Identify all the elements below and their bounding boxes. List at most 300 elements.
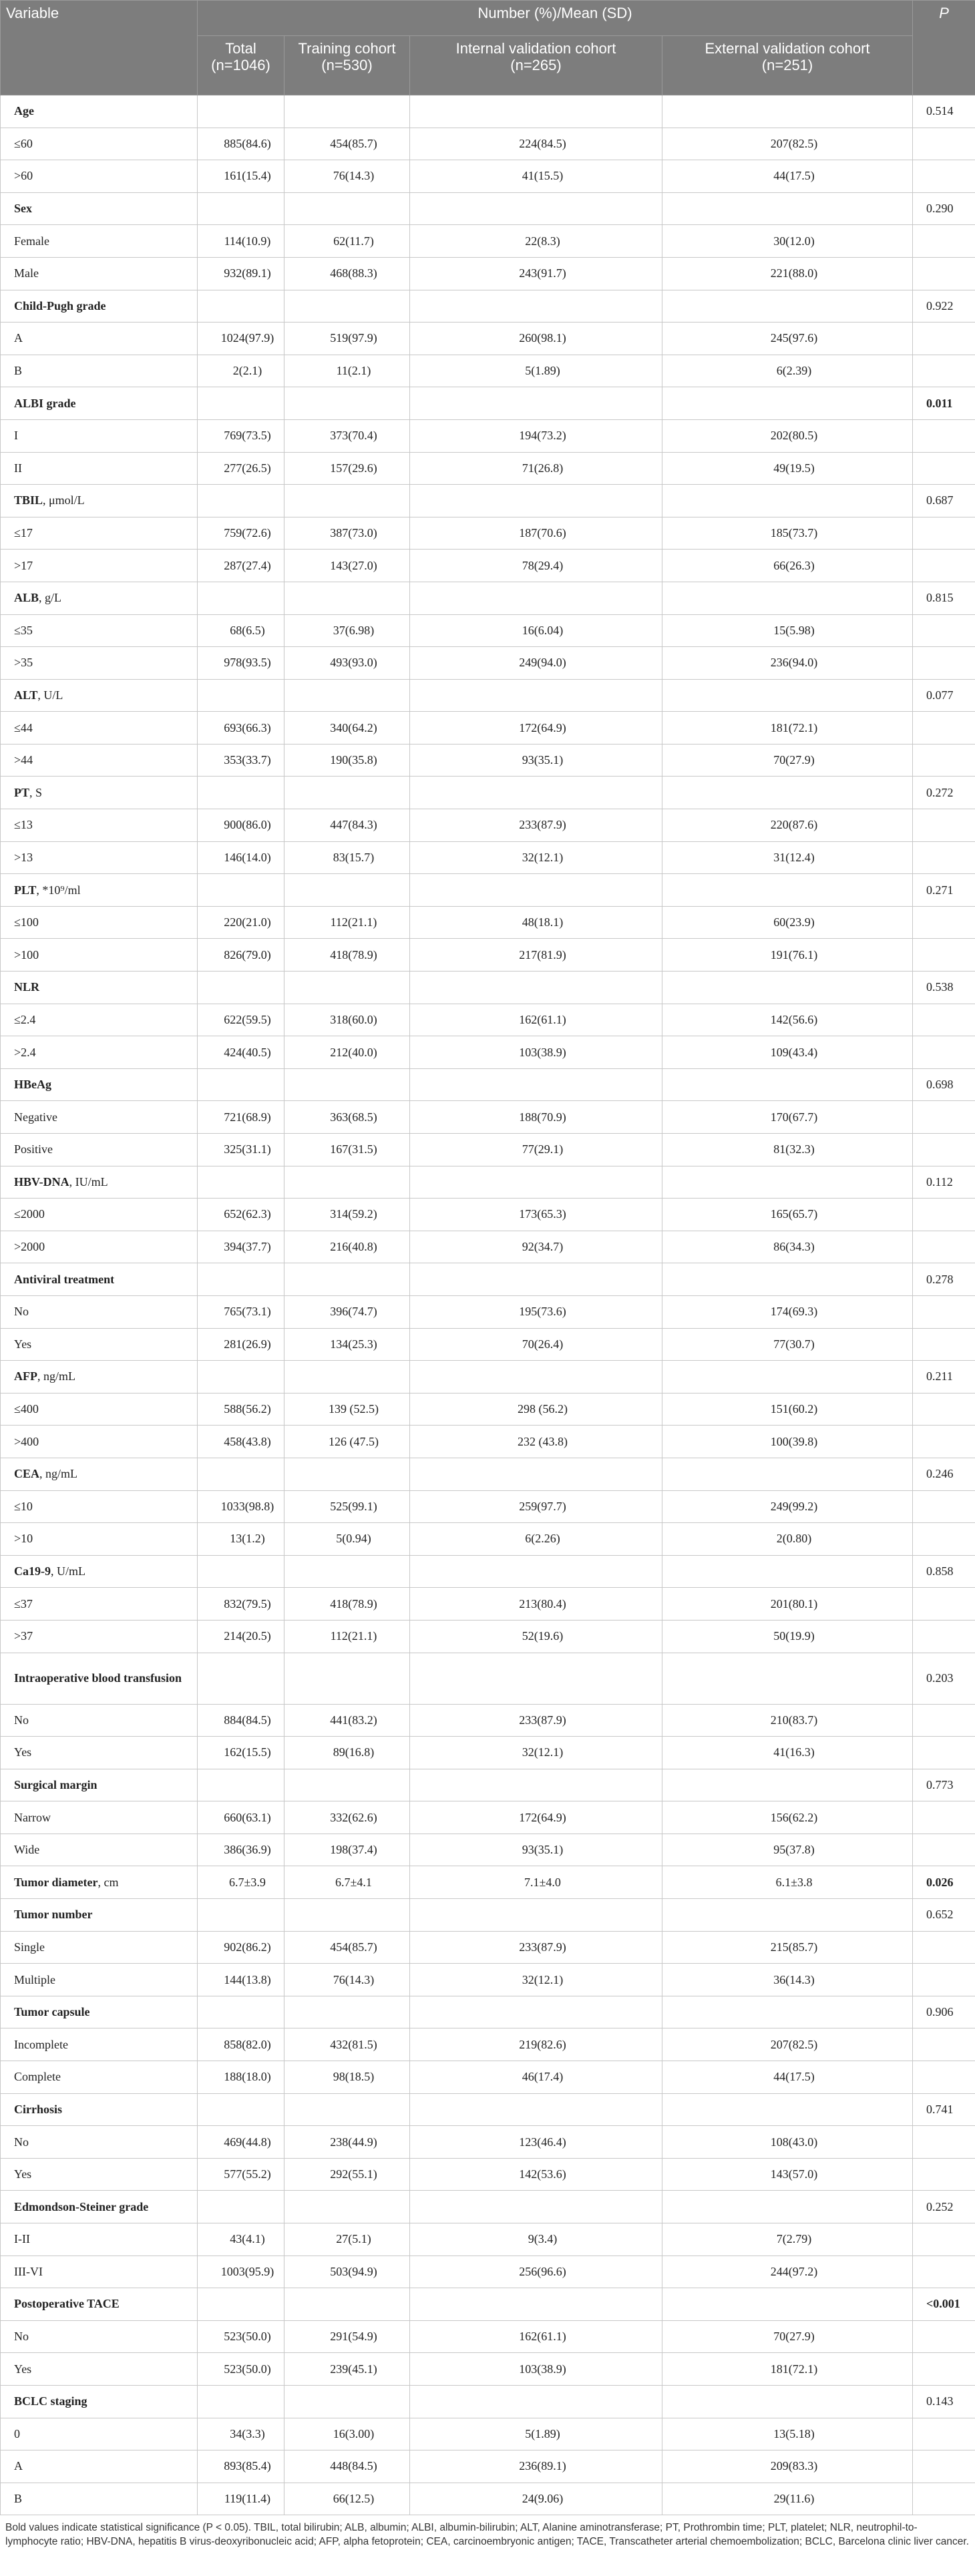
external-validation-cell: 30(12.0) [662, 225, 913, 258]
p-value-cell [913, 2353, 975, 2386]
total-cell: 68(6.5) [198, 614, 284, 647]
internal-validation-cell: 233(87.9) [410, 809, 662, 842]
training-cell [284, 679, 410, 712]
category-label-cell [1, 1490, 198, 1523]
external-validation-cell: 165(65.7) [662, 1199, 913, 1231]
p-value-cell [913, 2028, 975, 2061]
variable-name-cell [1, 679, 198, 712]
cell-label: AFP [14, 1369, 37, 1383]
total-cell: 386(36.9) [198, 1834, 284, 1866]
cell-label: >13 [14, 850, 33, 864]
p-value-cell: 0.652 [913, 1899, 975, 1932]
external-validation-cell: 201(80.1) [662, 1588, 913, 1621]
variable-header-row [1, 387, 975, 420]
category-label-cell [1, 160, 198, 193]
variable-header-row [1, 1769, 975, 1801]
category-label-cell [1, 614, 198, 647]
table-row [1, 1231, 975, 1263]
category-label-cell [1, 355, 198, 387]
table-row [1, 1426, 975, 1458]
variable-name-cell [1, 1899, 198, 1932]
external-validation-cell [662, 972, 913, 1004]
internal-validation-cell [410, 290, 662, 323]
variable-name-cell [1, 485, 198, 517]
total-cell [198, 1166, 284, 1199]
table-row [1, 1004, 975, 1036]
p-value-cell [913, 1231, 975, 1263]
table-row [1, 2028, 975, 2061]
table-row [1, 1490, 975, 1523]
total-cell: 424(40.5) [198, 1036, 284, 1069]
internal-validation-cell: 48(18.1) [410, 906, 662, 939]
total-cell: 588(56.2) [198, 1393, 284, 1426]
external-validation-cell [662, 192, 913, 225]
total-cell [198, 2288, 284, 2321]
total-cell [198, 1769, 284, 1801]
p-value-cell: 0.698 [913, 1068, 975, 1101]
external-validation-cell: 142(56.6) [662, 1004, 913, 1036]
external-validation-cell: 108(43.0) [662, 2126, 913, 2159]
cell-label: ≤100 [14, 915, 39, 929]
table-row [1, 2320, 975, 2353]
internal-validation-cell [410, 1996, 662, 2028]
category-label-cell [1, 906, 198, 939]
cell-label: Female [14, 234, 49, 248]
cell-label: Complete [14, 2070, 61, 2084]
total-cell: 281(26.9) [198, 1328, 284, 1361]
internal-validation-cell: 195(73.6) [410, 1295, 662, 1328]
p-value-cell [913, 1737, 975, 1769]
table-row [1, 2353, 975, 2386]
training-cell [284, 874, 410, 907]
p-value-cell [913, 2126, 975, 2159]
external-validation-cell: 181(72.1) [662, 712, 913, 744]
training-cell: 447(84.3) [284, 809, 410, 842]
cell-label: Wide [14, 1843, 40, 1857]
p-value-cell [913, 128, 975, 160]
p-value-cell [913, 1490, 975, 1523]
total-cell: 858(82.0) [198, 2028, 284, 2061]
cell-label: II [14, 461, 22, 475]
external-validation-cell: 29(11.6) [662, 2483, 913, 2515]
category-label-cell [1, 1393, 198, 1426]
cell-label: ≤400 [14, 1402, 39, 1416]
total-cell [198, 387, 284, 420]
variable-header-row [1, 972, 975, 1004]
p-value-cell [913, 2418, 975, 2450]
training-cell: 418(78.9) [284, 1588, 410, 1621]
external-validation-cell: 77(30.7) [662, 1328, 913, 1361]
category-label-cell [1, 2158, 198, 2191]
external-validation-cell: 31(12.4) [662, 841, 913, 874]
internal-validation-cell: 213(80.4) [410, 1588, 662, 1621]
variable-name-cell [1, 2385, 198, 2418]
cell-label: 0 [14, 2426, 20, 2440]
cell-label: NLR [14, 980, 40, 994]
training-cell: 519(97.9) [284, 323, 410, 355]
training-cell: 239(45.1) [284, 2353, 410, 2386]
internal-validation-cell: 172(64.9) [410, 1801, 662, 1834]
table-row [1, 323, 975, 355]
category-label-cell [1, 841, 198, 874]
cell-unit: , S [29, 785, 43, 799]
cell-label: >400 [14, 1434, 39, 1448]
category-label-cell [1, 1931, 198, 1964]
variable-name-cell [1, 1866, 198, 1899]
p-value-cell [913, 1620, 975, 1653]
training-cell: 292(55.1) [284, 2158, 410, 2191]
cell-label: Child-Pugh grade [14, 298, 106, 312]
total-cell: 469(44.8) [198, 2126, 284, 2159]
p-value-cell [913, 841, 975, 874]
cell-label: Age [14, 104, 34, 118]
cell-label: BCLC staging [14, 2394, 87, 2408]
p-value-cell: 0.815 [913, 582, 975, 614]
total-cell [198, 582, 284, 614]
group-column-header: Number (%)/Mean (SD) [198, 1, 913, 36]
variable-name-cell [1, 387, 198, 420]
p-value-cell [913, 1704, 975, 1737]
training-cell: 89(16.8) [284, 1737, 410, 1769]
cell-label: ≤37 [14, 1596, 33, 1611]
external-validation-cell: 207(82.5) [662, 2028, 913, 2061]
external-validation-column-header: External validation cohort (n=251) [662, 36, 913, 95]
category-label-cell [1, 2320, 198, 2353]
internal-validation-cell: 162(61.1) [410, 2320, 662, 2353]
internal-validation-cell: 93(35.1) [410, 1834, 662, 1866]
internal-validation-cell: 172(64.9) [410, 712, 662, 744]
p-value-cell: 0.011 [913, 387, 975, 420]
category-label-cell [1, 712, 198, 744]
p-value-cell [913, 1328, 975, 1361]
category-label-cell [1, 550, 198, 582]
internal-validation-cell: 32(12.1) [410, 1964, 662, 1996]
p-value-cell [913, 1964, 975, 1996]
internal-validation-cell: 24(9.06) [410, 2483, 662, 2515]
internal-validation-cell: 236(89.1) [410, 2450, 662, 2483]
total-cell: 660(63.1) [198, 1801, 284, 1834]
total-cell [198, 1263, 284, 1296]
category-label-cell [1, 1199, 198, 1231]
category-label-cell [1, 1004, 198, 1036]
training-cell: 76(14.3) [284, 160, 410, 193]
external-validation-cell: 236(94.0) [662, 647, 913, 680]
table-row [1, 906, 975, 939]
external-validation-cell: 2(0.80) [662, 1523, 913, 1556]
external-validation-cell: 245(97.6) [662, 323, 913, 355]
training-cell [284, 387, 410, 420]
training-cell: 190(35.8) [284, 744, 410, 777]
category-label-cell [1, 1704, 198, 1737]
category-label-cell [1, 1620, 198, 1653]
table-header-row [1, 1, 975, 36]
training-cell [284, 1996, 410, 2028]
table-row [1, 1328, 975, 1361]
external-validation-cell: 244(97.2) [662, 2256, 913, 2288]
cell-label: Postoperative TACE [14, 2297, 120, 2311]
table-row [1, 1801, 975, 1834]
total-column-header: Total (n=1046) [198, 36, 284, 95]
internal-validation-cell [410, 1653, 662, 1704]
internal-validation-cell: 71(26.8) [410, 452, 662, 485]
total-cell [198, 290, 284, 323]
external-validation-cell [662, 387, 913, 420]
p-value-cell: 0.538 [913, 972, 975, 1004]
table-row [1, 647, 975, 680]
internal-validation-cell: 46(17.4) [410, 2061, 662, 2094]
p-column-header: P [913, 1, 975, 95]
table-row [1, 1295, 975, 1328]
internal-validation-cell [410, 1166, 662, 1199]
cell-label: No [14, 2135, 29, 2149]
variable-header-row [1, 2093, 975, 2126]
total-cell [198, 2093, 284, 2126]
total-cell [198, 679, 284, 712]
p-value-cell [913, 1588, 975, 1621]
external-validation-cell: 170(67.7) [662, 1101, 913, 1134]
p-value-cell: 0.687 [913, 485, 975, 517]
internal-validation-cell: 77(29.1) [410, 1134, 662, 1166]
training-cell: 16(3.00) [284, 2418, 410, 2450]
variable-name-cell [1, 1458, 198, 1490]
training-cell: 454(85.7) [284, 1931, 410, 1964]
cell-label: Multiple [14, 1972, 55, 1986]
table-row [1, 517, 975, 550]
category-label-cell [1, 1964, 198, 1996]
table-row [1, 1393, 975, 1426]
training-column-header: Training cohort (n=530) [284, 36, 410, 95]
cell-label: Yes [14, 1337, 32, 1351]
cell-label: ALBI grade [14, 396, 76, 410]
training-cell: 139 (52.5) [284, 1393, 410, 1426]
variable-header-row [1, 1899, 975, 1932]
category-label-cell [1, 647, 198, 680]
cell-label: A [14, 2459, 23, 2473]
cell-label: HBeAg [14, 1078, 51, 1092]
external-validation-cell: 13(5.18) [662, 2418, 913, 2450]
total-cell [198, 1458, 284, 1490]
category-label-cell [1, 2256, 198, 2288]
p-value-cell: 0.922 [913, 290, 975, 323]
total-cell: 978(93.5) [198, 647, 284, 680]
cell-label: Intraoperative blood transfusion [14, 1671, 182, 1685]
cell-label: >100 [14, 947, 39, 961]
variable-header-row [1, 95, 975, 128]
category-label-cell [1, 1588, 198, 1621]
external-validation-cell [662, 290, 913, 323]
external-validation-cell: 81(32.3) [662, 1134, 913, 1166]
category-label-cell [1, 1737, 198, 1769]
external-validation-cell: 41(16.3) [662, 1737, 913, 1769]
external-validation-cell [662, 1068, 913, 1101]
cell-label: PLT [14, 883, 37, 897]
total-cell: 1033(98.8) [198, 1490, 284, 1523]
training-cell: 318(60.0) [284, 1004, 410, 1036]
total-cell [198, 485, 284, 517]
cell-unit: , U/mL [51, 1564, 85, 1578]
internal-validation-cell [410, 95, 662, 128]
cell-label: Male [14, 266, 39, 280]
total-cell [198, 777, 284, 809]
cell-label: >17 [14, 558, 33, 572]
training-cell: 291(54.9) [284, 2320, 410, 2353]
training-cell: 11(2.1) [284, 355, 410, 387]
table-row [1, 614, 975, 647]
p-value-cell: 0.143 [913, 2385, 975, 2418]
p-value-cell [913, 2158, 975, 2191]
table-body [1, 95, 975, 2515]
cell-label: >37 [14, 1629, 33, 1643]
category-label-cell [1, 1295, 198, 1328]
category-label-cell [1, 939, 198, 972]
table-row [1, 225, 975, 258]
total-cell [198, 1555, 284, 1588]
training-cell: 363(68.5) [284, 1101, 410, 1134]
total-cell: 721(68.9) [198, 1101, 284, 1134]
external-validation-cell: 210(83.7) [662, 1704, 913, 1737]
table-row [1, 712, 975, 744]
external-validation-cell: 15(5.98) [662, 614, 913, 647]
external-validation-cell [662, 1361, 913, 1393]
internal-validation-cell: 249(94.0) [410, 647, 662, 680]
external-validation-cell: 191(76.1) [662, 939, 913, 972]
cell-unit: , ng/mL [39, 1467, 78, 1481]
cell-label: >60 [14, 169, 33, 183]
variable-name-cell [1, 972, 198, 1004]
external-validation-cell: 185(73.7) [662, 517, 913, 550]
cell-label: Yes [14, 2167, 32, 2181]
total-cell: 287(27.4) [198, 550, 284, 582]
internal-validation-cell: 233(87.9) [410, 1704, 662, 1737]
variable-name-cell [1, 1361, 198, 1393]
p-value-cell [913, 1393, 975, 1426]
training-cell [284, 1361, 410, 1393]
training-cell: 441(83.2) [284, 1704, 410, 1737]
internal-validation-cell: 173(65.3) [410, 1199, 662, 1231]
table-row [1, 2256, 975, 2288]
variable-header-row [1, 485, 975, 517]
total-cell [198, 2385, 284, 2418]
table-row [1, 1588, 975, 1621]
total-cell: 826(79.0) [198, 939, 284, 972]
total-cell: 893(85.4) [198, 2450, 284, 2483]
p-value-cell: 0.272 [913, 777, 975, 809]
training-cell: 112(21.1) [284, 906, 410, 939]
cell-label: Sex [14, 202, 32, 216]
p-value-cell: 0.211 [913, 1361, 975, 1393]
training-cell: 448(84.5) [284, 2450, 410, 2483]
training-cell [284, 582, 410, 614]
external-validation-cell [662, 582, 913, 614]
p-value-cell [913, 1199, 975, 1231]
internal-validation-cell [410, 582, 662, 614]
internal-validation-cell: 162(61.1) [410, 1004, 662, 1036]
total-cell: 902(86.2) [198, 1931, 284, 1964]
p-value-cell [913, 939, 975, 972]
category-label-cell [1, 1426, 198, 1458]
cell-label: I [14, 429, 18, 443]
variable-header-row [1, 1866, 975, 1899]
table-footnote: Bold values indicate statistical significance (P < 0.05). TBIL, total bilirubin; ALB, albumin; ALBI, albumin-bilirubin; ALT, Alanine aminotransferase; PT, Prothrombin time; PLT, platelet; NLR, neutrophil-to-lymphocyte ratio; HBV-DNA, hepatitis B virus-deoxyribonucleic acid; AFP, alpha fetoprotein; CEA, carcinoembryonic antigen; TACE, Transcatheter arterial chemoembolization; BCLC, Barcelona clinic liver cancer. [5, 2522, 970, 2548]
cell-label: Ca19-9 [14, 1564, 51, 1578]
p-value-cell: 0.278 [913, 1263, 975, 1296]
training-cell: 238(44.9) [284, 2126, 410, 2159]
p-value-cell [913, 1101, 975, 1134]
total-cell: 146(14.0) [198, 841, 284, 874]
variable-name-cell [1, 1068, 198, 1101]
internal-validation-cell [410, 679, 662, 712]
p-value-cell [913, 550, 975, 582]
table-row [1, 2483, 975, 2515]
training-cell: 98(18.5) [284, 2061, 410, 2094]
external-validation-cell [662, 95, 913, 128]
p-value-cell: 0.290 [913, 192, 975, 225]
p-value-cell [913, 1801, 975, 1834]
training-cell: 493(93.0) [284, 647, 410, 680]
p-value-cell [913, 2450, 975, 2483]
total-cell [198, 1361, 284, 1393]
total-cell: 759(72.6) [198, 517, 284, 550]
training-cell: 216(40.8) [284, 1231, 410, 1263]
training-cell [284, 1769, 410, 1801]
cell-label: Narrow [14, 1810, 51, 1824]
external-validation-cell: 215(85.7) [662, 1931, 913, 1964]
variable-name-cell [1, 2288, 198, 2321]
total-cell [198, 1899, 284, 1932]
p-value-cell [913, 906, 975, 939]
total-cell: 932(89.1) [198, 257, 284, 290]
external-validation-cell [662, 1769, 913, 1801]
category-label-cell [1, 517, 198, 550]
total-cell: 900(86.0) [198, 809, 284, 842]
cell-label: Cirrhosis [14, 2102, 62, 2116]
cell-label: ≤13 [14, 818, 33, 832]
variable-header-row [1, 1166, 975, 1199]
table-row [1, 2418, 975, 2450]
cell-label: ≤35 [14, 623, 33, 637]
internal-validation-cell: 217(81.9) [410, 939, 662, 972]
p-value-cell: 0.271 [913, 874, 975, 907]
p-value-cell [913, 160, 975, 193]
category-label-cell [1, 2450, 198, 2483]
training-cell: 387(73.0) [284, 517, 410, 550]
external-validation-cell: 36(14.3) [662, 1964, 913, 1996]
cell-label: PT [14, 785, 30, 799]
external-validation-cell: 221(88.0) [662, 257, 913, 290]
external-validation-cell [662, 2093, 913, 2126]
category-label-cell [1, 1801, 198, 1834]
total-cell [198, 1996, 284, 2028]
p-value-cell [913, 257, 975, 290]
internal-validation-cell [410, 1899, 662, 1932]
category-label-cell [1, 128, 198, 160]
variable-name-cell [1, 290, 198, 323]
table-row [1, 2450, 975, 2483]
total-cell: 220(21.0) [198, 906, 284, 939]
internal-validation-cell [410, 1769, 662, 1801]
cell-label: ≤10 [14, 1499, 33, 1513]
training-cell: 6.7±4.1 [284, 1866, 410, 1899]
variable-header-row [1, 777, 975, 809]
training-cell [284, 2093, 410, 2126]
training-cell: 37(6.98) [284, 614, 410, 647]
table-row [1, 2061, 975, 2094]
cell-label: ALB [14, 591, 39, 605]
total-cell [198, 192, 284, 225]
table-row [1, 1036, 975, 1069]
p-value-cell: 0.112 [913, 1166, 975, 1199]
total-cell: 188(18.0) [198, 2061, 284, 2094]
